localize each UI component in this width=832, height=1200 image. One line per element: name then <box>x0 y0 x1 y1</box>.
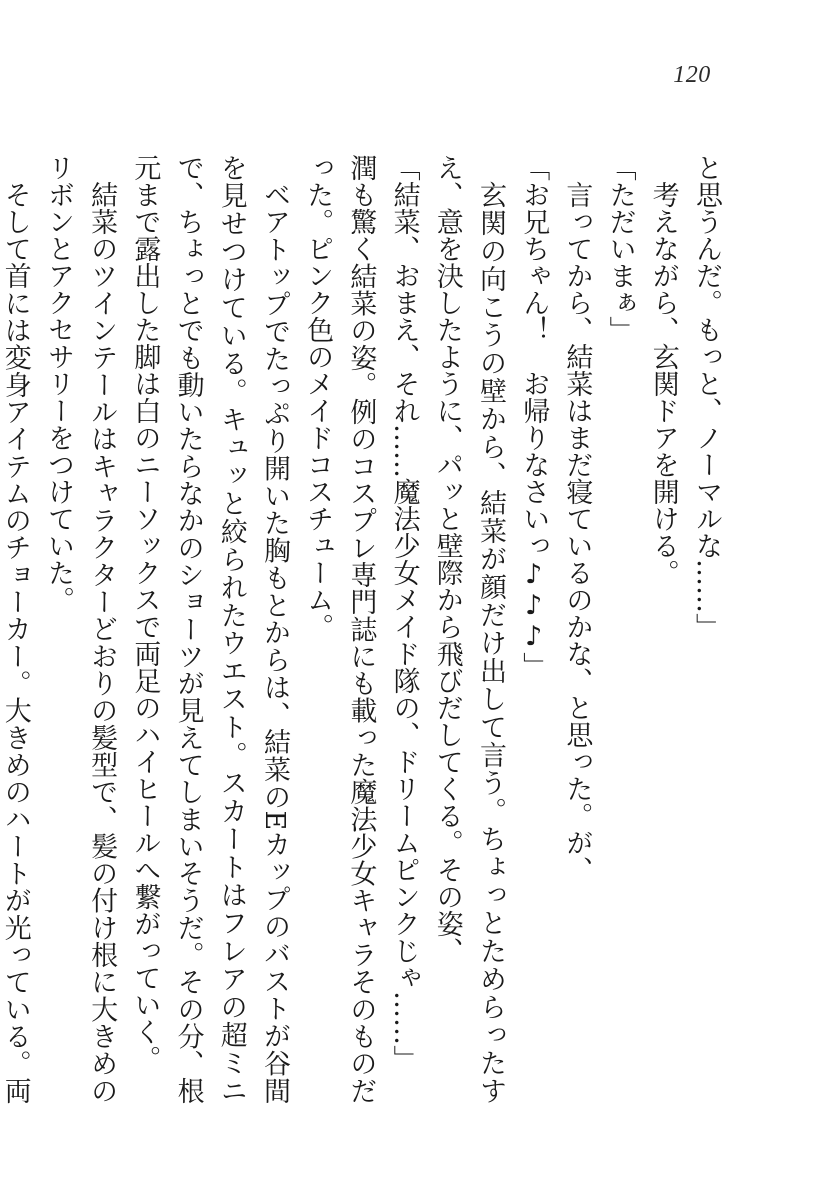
paragraph: 「ただいまぁ」 <box>604 154 636 343</box>
paragraph: そして首には変身アイテムのチョーカー。大きめのハートが光っている。両 <box>0 181 31 1104</box>
paragraph: 結菜のツインテールはキャラクターどおりの髪型で、髪の付け根に大きめのリボンとアクセサリーをつけていた。 <box>42 154 118 1104</box>
paragraph: 考えながら、玄関ドアを開ける。 <box>647 181 679 586</box>
paragraph: と思うんだ。もっと、ノーマルな……」 <box>691 154 722 640</box>
body-text <box>0 154 728 1104</box>
paragraph: 「結菜、おまえ、それ……魔法少女メイド隊の、ドリームピンクじゃ……」 <box>388 154 420 1072</box>
page-number: 120 <box>673 62 711 88</box>
paragraph: 潤も驚く結菜の姿。例のコスプレ専門誌にも載った魔法少女キャラそのものだった。ピンク色のメイドコスチューム。 <box>302 154 377 1105</box>
paragraph: ベアトップでたっぷり開いた胸もとからは、結菜のEカップのバストが谷間を見せつけている。キュッと絞られたウエスト。スカートはフレアの超ミニで、ちょっとでも動いたらなかのショーツが見えてしまいそうだ。その分、根元まで露出した脚は白のニーソックスで両足のハイヒールへ繋がっていく。 <box>129 154 290 1104</box>
paragraph: 玄関の向こうの壁から、結菜が顔だけ出して言う。ちょっとためらったすえ、意を決したように、パッと壁際から飛びだしてくる。その姿、 <box>431 154 506 1104</box>
paragraph: 「お兄ちゃん！ お帰りなさいっ♪♪♪」 <box>518 154 550 679</box>
paragraph: 言ってから、結菜はまだ寝ているのかな、と思った。が、 <box>561 181 593 883</box>
